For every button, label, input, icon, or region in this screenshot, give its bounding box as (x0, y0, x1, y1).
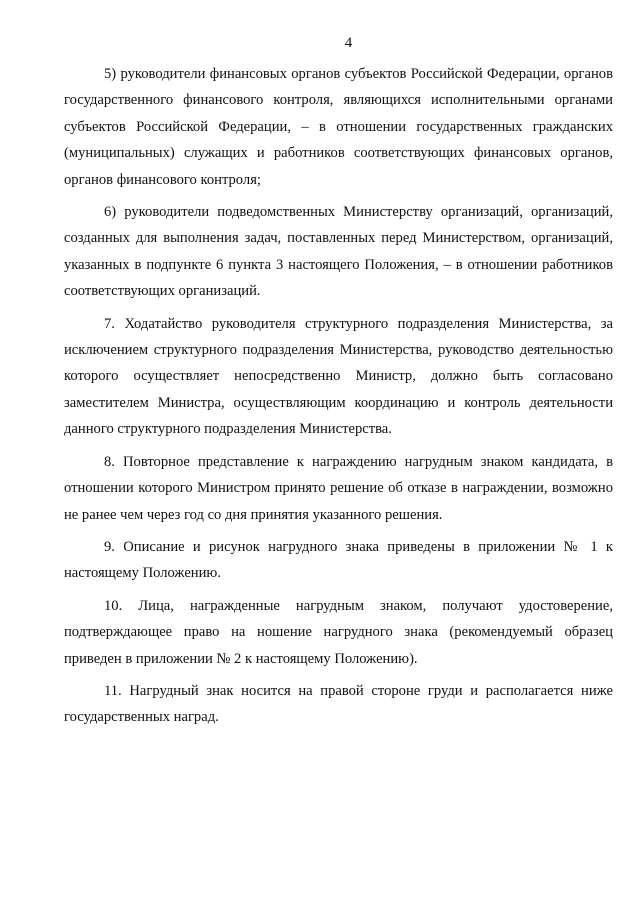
paragraph-clause-8: 8. Повторное представление к награждению нагрудным знаком кандидата, в отношении которого Министром принято решение об отказе в награждении, возможно не ранее чем через год со дня принятия указанного решения. (64, 453, 613, 523)
paragraph-clause-10: 10. Лица, награжденные нагрудным знаком, получают удостоверение, подтверждающее право на ношение нагрудного знака (рекомендуемый образец приведен в приложении № 2 к настоящему Положению). (64, 597, 613, 667)
page-number: 4 (344, 35, 353, 51)
paragraph-item-6: 6) руководители подведомственных Министерству организаций, организаций, созданных для выполнения задач, поставленных перед Министерством, организаций, указанных в подпункте 6 пункта 3 настоящего Положения, – в отношении работников соответствующих организаций. (64, 204, 613, 300)
paragraph-clause-7: 7. Ходатайство руководителя структурного подразделения Министерства, за исключением структурного подразделения Министерства, руководство деятельностью которого осуществляет непосредственно Министр, должно быть согласовано заместителем Министра, осуществляющим координацию и контроль деятельности данного структурного подразделения Министерства. (64, 315, 613, 438)
paragraph-item-5: 5) руководители финансовых органов субъектов Российской Федерации, органов государственного финансового контроля, являющихся исполнительными органами субъектов Российской Федерации, – в отношении государственных гражданских (муниципальных) служащих и работников соответствующих финансовых органов, органов финансового контроля; (64, 66, 613, 188)
paragraph-clause-9: 9. Описание и рисунок нагрудного знака приведены в приложении № 1 к настоящему Положению. (64, 538, 613, 582)
paragraph-clause-11: 11. Нагрудный знак носится на правой стороне груди и располагается ниже государственных наград. (64, 682, 613, 726)
